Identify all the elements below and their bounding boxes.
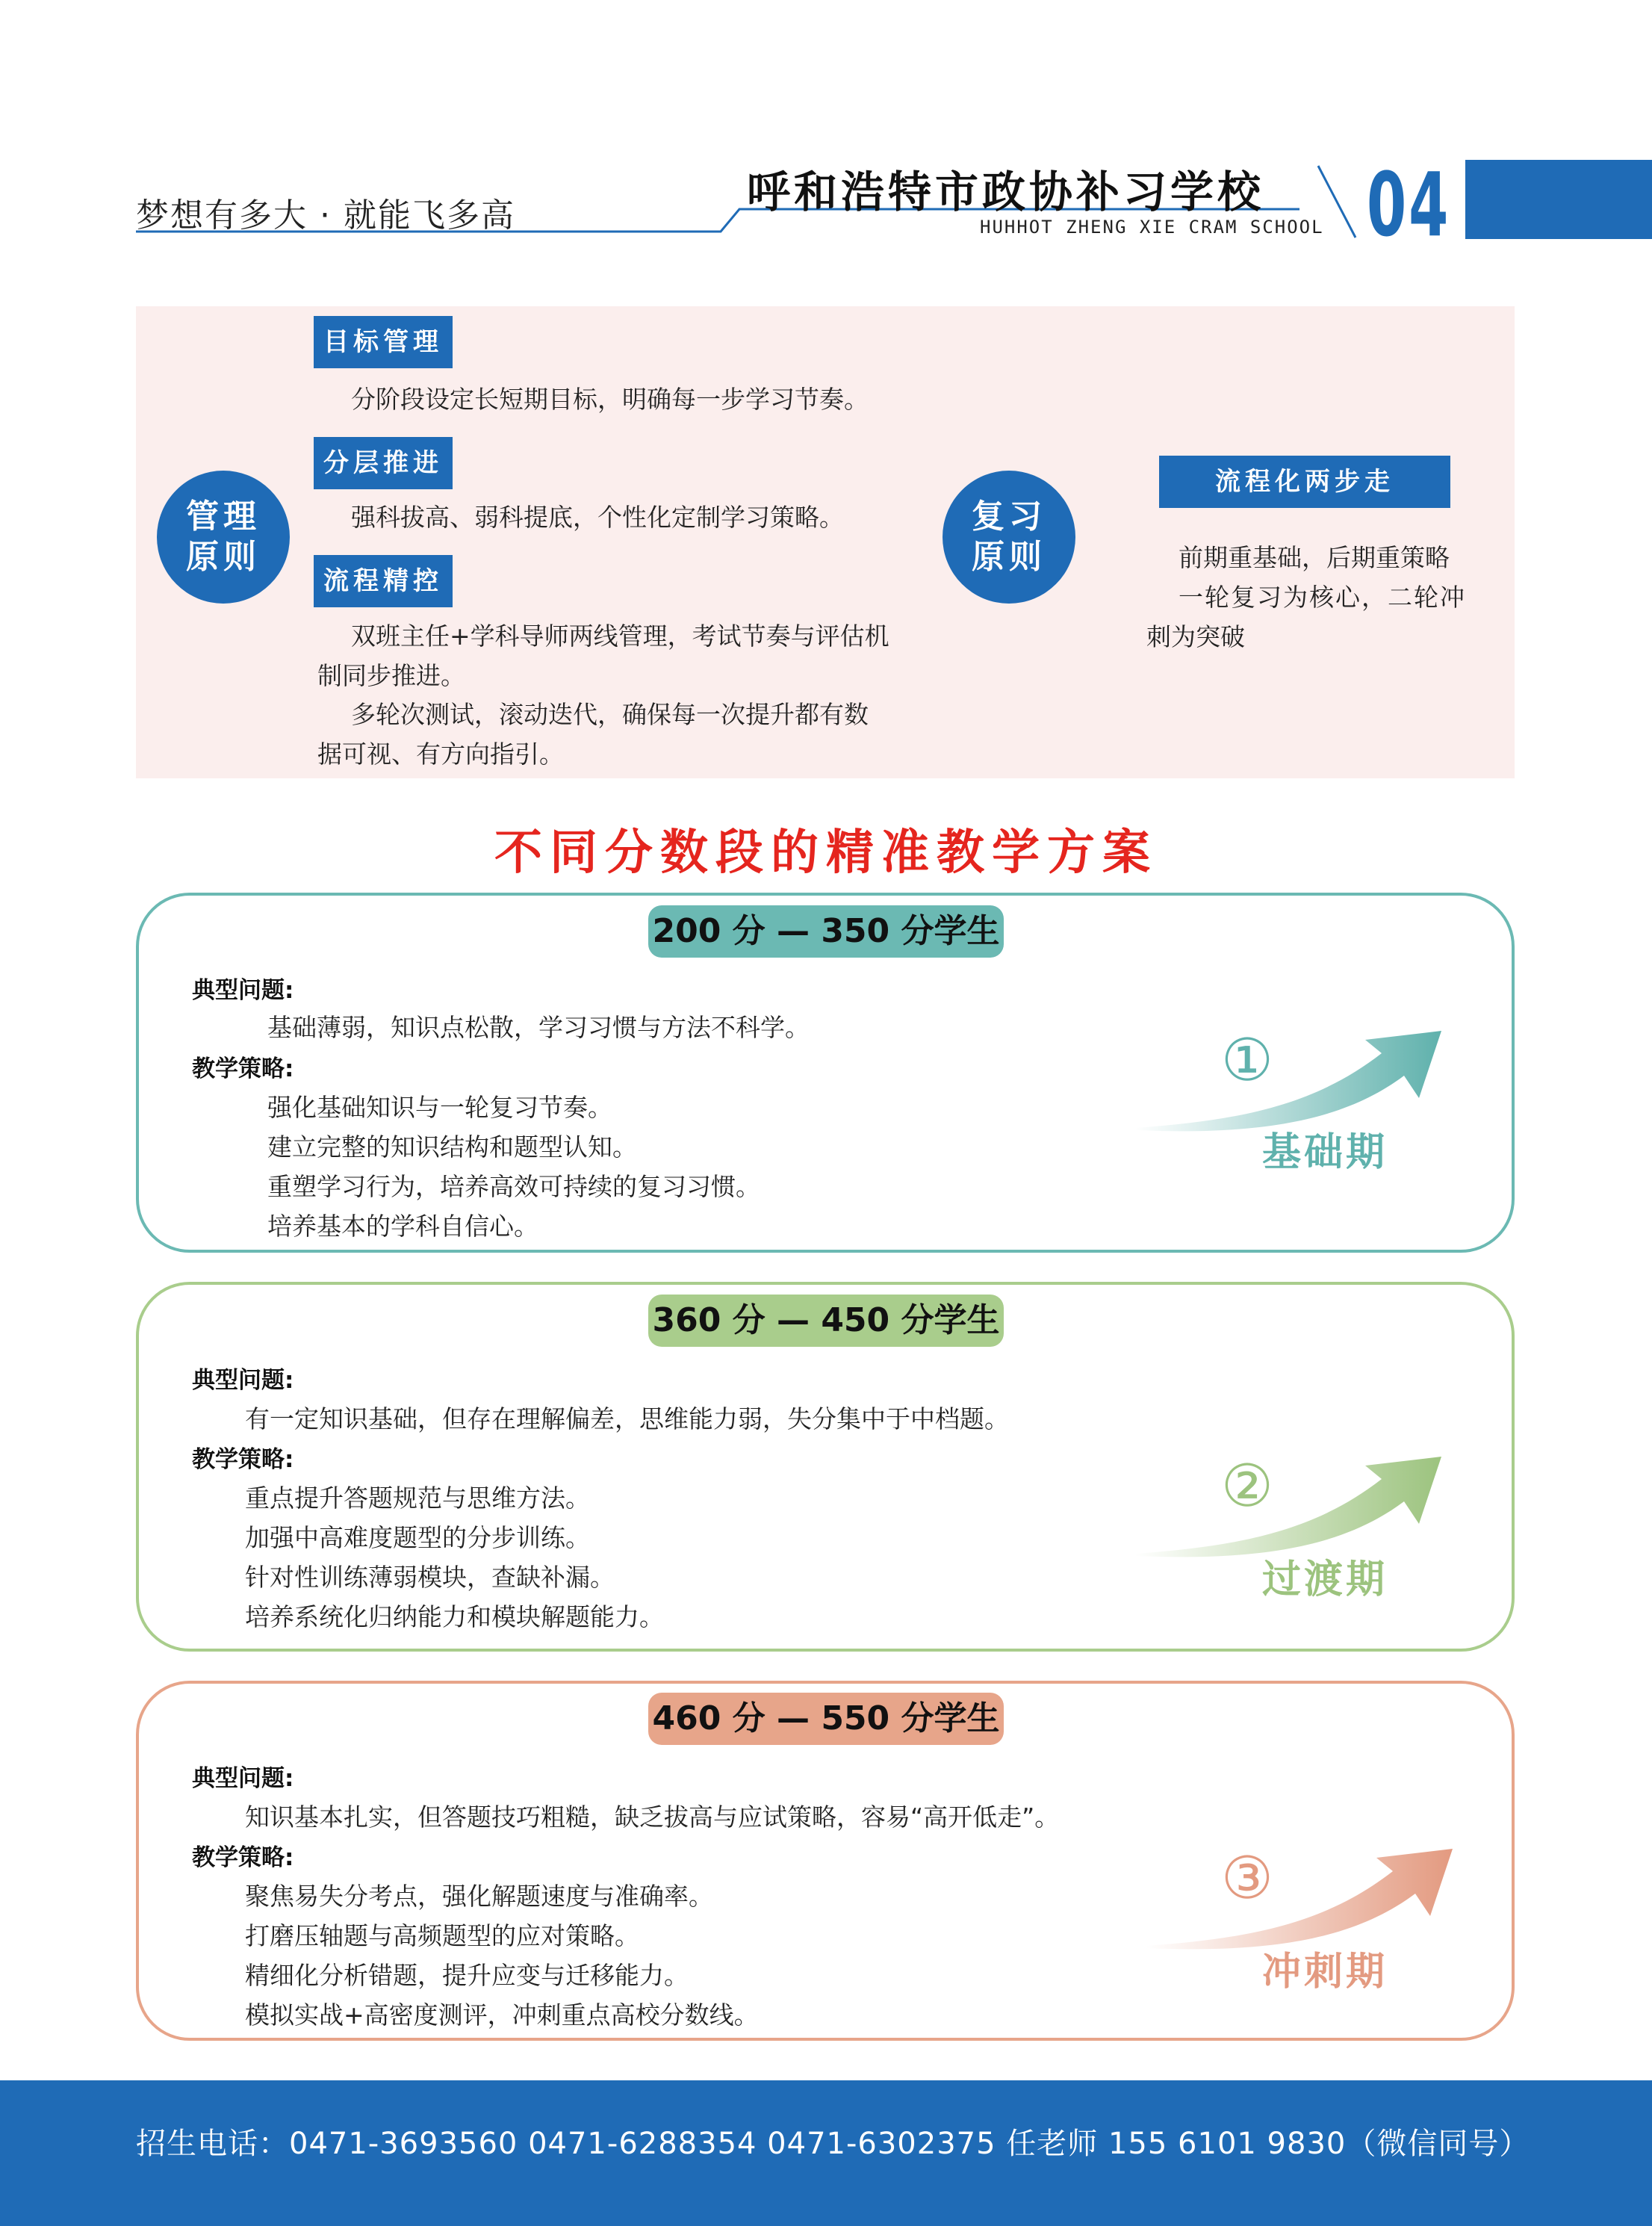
principle-text: 据可视、有方向指引。 — [317, 740, 564, 769]
strategy-item: 加强中高难度题型的分步训练。 — [245, 1523, 590, 1552]
badge-line: 复习 — [972, 497, 1046, 536]
principle-text: 制同步推进。 — [317, 661, 465, 690]
slogan: 梦想有多大 · 就能飞多高 — [136, 196, 515, 235]
phase-label: 基础期 — [1262, 1130, 1388, 1175]
problem-label: 典型问题: — [192, 977, 294, 1004]
principle-text: 多轮次测试，滚动迭代，确保每一次提升都有数 — [351, 700, 869, 729]
review-principle-badge — [943, 471, 1075, 604]
contact-info: 招生电话：0471-3693560 0471-6288354 0471-6302375 任老师 155 6101 9830（微信同号） — [136, 2127, 1530, 2161]
principle-text: 强科拔高、弱科提底，个性化定制学习策略。 — [351, 503, 844, 532]
strategy-item: 培养系统化归纳能力和模块解题能力。 — [245, 1602, 664, 1631]
strategy-item: 重塑学习行为，培养高效可持续的复习习惯。 — [267, 1172, 760, 1201]
tag-goal-management: 目标管理 — [314, 316, 453, 368]
strategy-label: 教学策略: — [192, 1446, 294, 1473]
principle-text: 双班主任+学科导师两线管理，考试节奏与评估机 — [351, 621, 889, 651]
phase-number: ① — [1221, 1027, 1273, 1094]
badge-line: 管理 — [186, 497, 261, 536]
score-range-pill: 360 分 — 450 分学生 — [648, 1295, 1004, 1347]
strategy-item: 聚焦易失分考点，强化解题速度与准确率。 — [245, 1882, 713, 1911]
strategy-label: 教学策略: — [192, 1055, 294, 1082]
strategy-item: 模拟实战+高密度测评，冲刺重点高校分数线。 — [245, 2000, 759, 2030]
badge-line: 原则 — [972, 538, 1046, 576]
header-accent-bar — [1465, 160, 1652, 239]
phase-label: 冲刺期 — [1262, 1950, 1388, 1994]
strategy-item: 培养基本的学科自信心。 — [267, 1212, 538, 1241]
score-range-pill: 460 分 — 550 分学生 — [648, 1693, 1004, 1745]
school-name-cn: 呼和浩特市政协补习学校 — [747, 167, 1265, 217]
strategy-item: 精细化分析错题，提升应变与迁移能力。 — [245, 1961, 689, 1990]
phase-label: 过渡期 — [1262, 1557, 1388, 1602]
tag-layered-advance: 分层推进 — [314, 437, 453, 489]
strategy-item: 重点提升答题规范与思维方法。 — [245, 1484, 590, 1513]
principle-text: 分阶段设定长短期目标，明确每一步学习节奏。 — [351, 385, 869, 414]
management-principle-badge — [157, 471, 290, 604]
phase-number: ③ — [1221, 1845, 1273, 1912]
problem-text: 基础薄弱，知识点松散，学习习惯与方法不科学。 — [267, 1013, 810, 1042]
tag-two-step-process: 流程化两步走 — [1159, 456, 1450, 508]
badge-line: 原则 — [186, 538, 261, 576]
review-text: 一轮复习为核心，二轮冲 — [1179, 583, 1466, 612]
problem-label: 典型问题: — [192, 1367, 294, 1394]
problem-text: 有一定知识基础，但存在理解偏差，思维能力弱，失分集中于中档题。 — [245, 1404, 1009, 1433]
strategy-label: 教学策略: — [192, 1844, 294, 1871]
score-range-pill: 200 分 — 350 分学生 — [648, 905, 1004, 958]
problem-label: 典型问题: — [192, 1765, 294, 1792]
review-text: 前期重基础，后期重策略 — [1179, 543, 1450, 572]
page-number: 04 — [1367, 153, 1451, 256]
strategy-item: 针对性训练薄弱模块，查缺补漏。 — [245, 1563, 615, 1592]
problem-text: 知识基本扎实，但答题技巧粗糙，缺乏拔高与应试策略，容易“高开低走”。 — [245, 1802, 1060, 1832]
tag-process-control: 流程精控 — [314, 555, 453, 607]
school-name-en: HUHHOT ZHENG XIE CRAM SCHOOL — [980, 217, 1324, 238]
section-title: 不同分数段的精准教学方案 — [494, 825, 1158, 881]
phase-number: ② — [1221, 1453, 1273, 1520]
strategy-item: 强化基础知识与一轮复习节奏。 — [267, 1093, 612, 1122]
strategy-item: 打磨压轴题与高频题型的应对策略。 — [245, 1921, 639, 1950]
review-text: 刺为突破 — [1146, 622, 1245, 651]
strategy-item: 建立完整的知识结构和题型认知。 — [267, 1132, 637, 1162]
